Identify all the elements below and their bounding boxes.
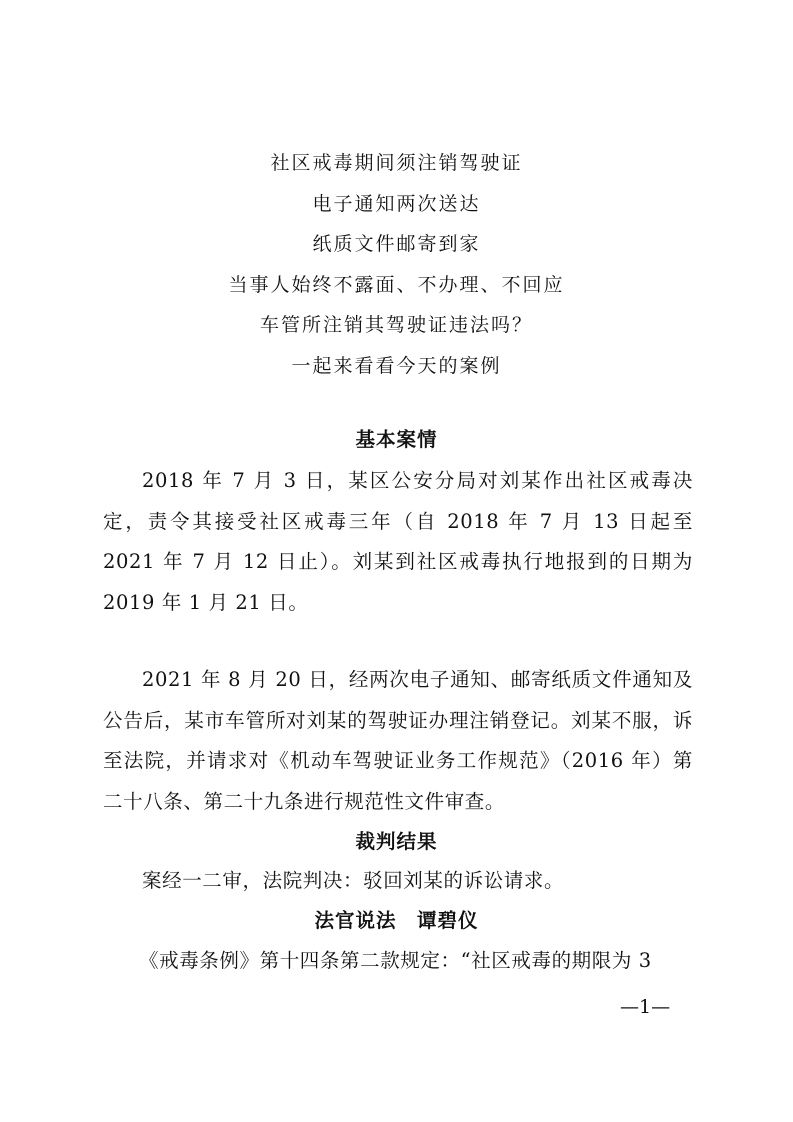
page-number: —1— [620, 996, 671, 1018]
intro-line: 社区戒毒期间须注销驾驶证 [270, 152, 523, 174]
paragraph-judge-comment: 《戒毒条例》第十四条第二款规定：“社区戒毒的期限为 3 [139, 949, 652, 972]
intro-line: 车管所注销其驾驶证违法吗？ [259, 314, 533, 336]
intro-line: 一起来看看今天的案例 [291, 354, 502, 377]
paragraph-basic-facts-1: 2018 年 7 月 3 日，某区公安分局对刘某作出社区戒毒决定，责令其接受社区戒毒三年（自 2018 年 7 月 13 日起至 2021 年 7 月 12 日止）。刘某到社区戒毒执行地报到的日期为 2019 年 1 月 21 日。 [103, 469, 693, 614]
paragraph-basic-facts-2: 2021 年 8 月 20 日，经两次电子通知、邮寄纸质文件通知及公告后，某市车管所对刘某的驾驶证办理注销登记。刘某不服，诉至法院，并请求对《机动车驾驶证业务工作规范》（2016 年）第二十八条、第二十九条进行规范性文件审查。 [103, 668, 693, 813]
section-heading-judge-comment: 法官说法 谭碧仪 [314, 909, 479, 932]
intro-block [0, 143, 793, 386]
intro-line: 纸质文件邮寄到家 [312, 233, 481, 255]
section-heading-basic-facts: 基本案情 [355, 428, 438, 451]
intro-line: 电子通知两次送达 [312, 192, 481, 215]
section-heading-judgment: 裁判结果 [355, 830, 438, 853]
paragraph-judgment: 案经一二审，法院判决：驳回刘某的诉讼请求。 [142, 869, 565, 892]
intro-line: 当事人始终不露面、不办理、不回应 [228, 273, 565, 296]
